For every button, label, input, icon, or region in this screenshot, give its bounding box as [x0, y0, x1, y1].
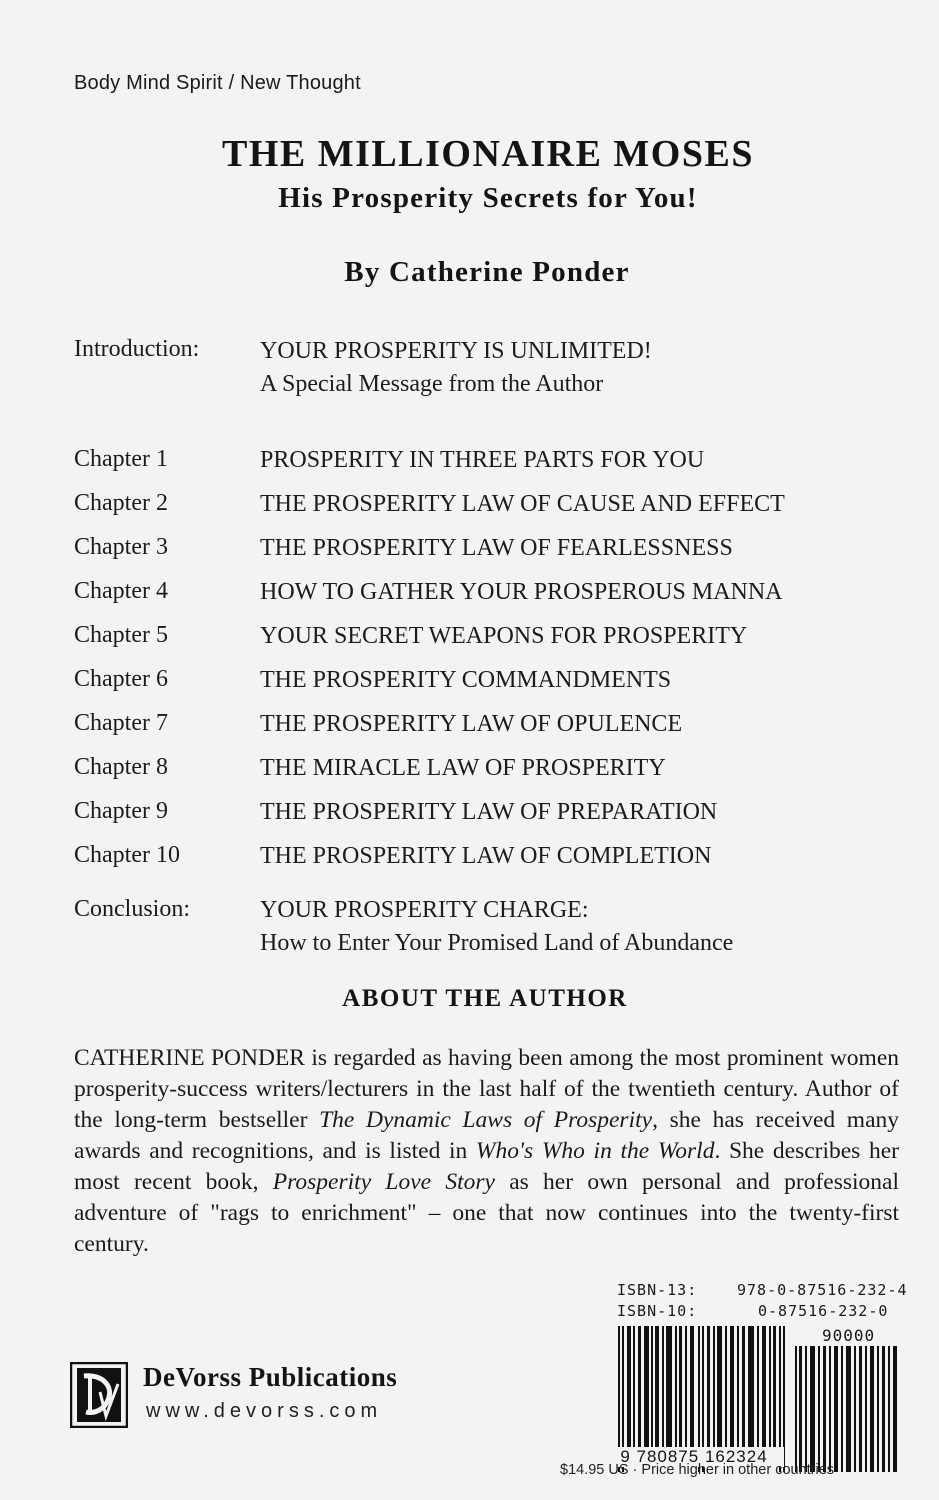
price-code: 90000: [822, 1326, 876, 1345]
book-subtitle: His Prosperity Secrets for You!: [278, 182, 698, 214]
chapter-label: Chapter 5: [74, 622, 168, 648]
conclusion-label: Conclusion:: [74, 896, 191, 922]
author-byline: By Catherine Ponder: [344, 256, 630, 288]
about-heading: ABOUT THE AUTHOR: [342, 985, 628, 1012]
book-title-dynamic-laws: The Dynamic Laws of Prosperity: [319, 1107, 653, 1133]
chapter-title: PROSPERITY IN THREE PARTS FOR YOU: [260, 447, 705, 473]
price-label: $14.95 US · Price higher in other countries: [560, 1462, 835, 1478]
isbn13-label: ISBN-13:: [617, 1281, 698, 1299]
category-label: Body Mind Spirit / New Thought: [74, 72, 361, 94]
chapter-label: Chapter 10: [74, 842, 180, 868]
chapter-label: Chapter 9: [74, 798, 168, 824]
chapter-label: Chapter 8: [74, 754, 168, 780]
publisher-website[interactable]: www.devorss.com: [146, 1400, 383, 1422]
chapter-title: THE MIRACLE LAW OF PROSPERITY: [260, 755, 666, 781]
chapter-label: Chapter 2: [74, 490, 168, 516]
conclusion-title: YOUR PROSPERITY CHARGE:: [260, 897, 589, 923]
chapter-title: THE PROSPERITY COMMANDMENTS: [260, 667, 672, 693]
chapter-title: HOW TO GATHER YOUR PROSPEROUS MANNA: [260, 579, 783, 605]
chapter-title: YOUR SECRET WEAPONS FOR PROSPERITY: [260, 623, 748, 649]
publisher-name: DeVorss Publications: [143, 1362, 398, 1392]
chapter-title: THE PROSPERITY LAW OF OPULENCE: [260, 711, 683, 737]
book-title-whos-who: Who's Who in the World: [475, 1138, 715, 1164]
chapter-title: THE PROSPERITY LAW OF CAUSE AND EFFECT: [260, 491, 785, 517]
introduction-subtitle: A Special Message from the Author: [260, 371, 604, 397]
about-text: , she has received many awards and recognitions, and is listed in: [74, 1107, 899, 1164]
conclusion-subtitle: How to Enter Your Promised Land of Abundance: [260, 930, 734, 956]
chapter-title: THE PROSPERITY LAW OF COMPLETION: [260, 843, 712, 869]
isbn10-label: ISBN-10:: [617, 1302, 698, 1320]
book-title-love-story: Prosperity Love Story: [272, 1169, 495, 1195]
chapter-title: THE PROSPERITY LAW OF PREPARATION: [260, 799, 718, 825]
introduction-title: YOUR PROSPERITY IS UNLIMITED!: [260, 338, 652, 364]
about-text: . She describes her most recent book,: [74, 1138, 899, 1195]
about-paragraph: [74, 1043, 899, 1260]
introduction-label: Introduction:: [74, 336, 200, 362]
chapter-label: Chapter 1: [74, 446, 168, 472]
isbn10-value: 0-87516-232-0: [758, 1302, 889, 1320]
about-text: as her own personal and professional adventure of "rags to enrichment" – one that now continues into the twenty-first century.: [74, 1169, 899, 1257]
chapter-label: Chapter 4: [74, 578, 168, 604]
book-title: THE MILLIONAIRE MOSES: [222, 133, 754, 175]
chapter-label: Chapter 7: [74, 710, 168, 736]
chapter-label: Chapter 6: [74, 666, 168, 692]
chapter-title: THE PROSPERITY LAW OF FEARLESSNESS: [260, 535, 733, 561]
chapter-label: Chapter 3: [74, 534, 168, 560]
about-text: CATHERINE PONDER is regarded as having been among the most prominent women prosperity-success writers/lecturers in the last half of the twentieth century. Author of the long-term bestseller: [74, 1045, 899, 1133]
isbn13-value: 978-0-87516-232-4: [737, 1281, 908, 1299]
devorss-logo-icon: [70, 1362, 128, 1428]
barcode-digits: 9 780875 162324: [604, 1447, 784, 1467]
addon-barcode: [795, 1346, 897, 1472]
